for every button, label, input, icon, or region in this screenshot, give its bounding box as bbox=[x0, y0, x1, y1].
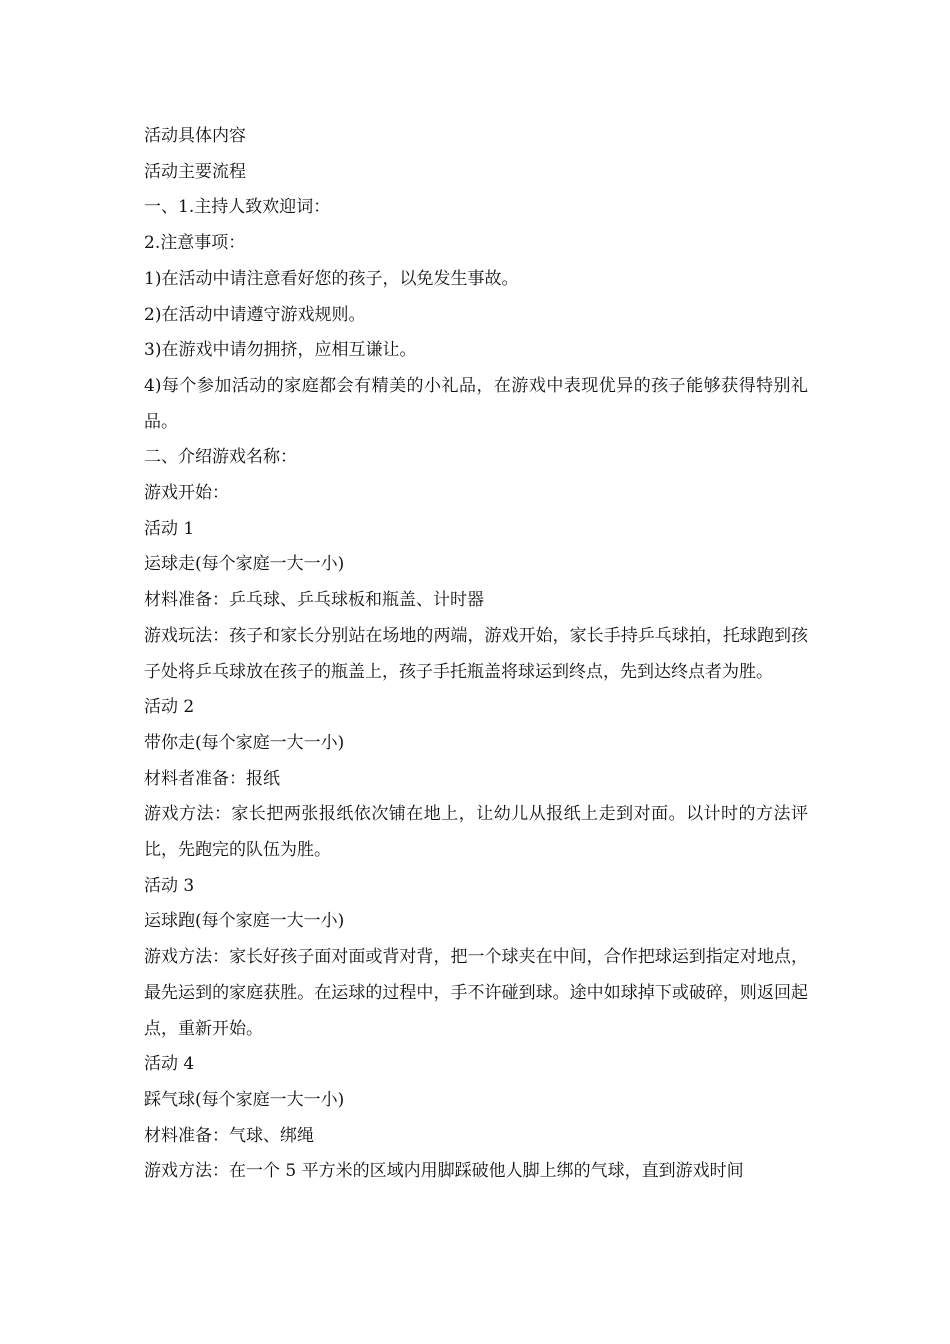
list-item: 4)每个参加活动的家庭都会有精美的小礼品，在游戏中表现优异的孩子能够获得特别礼品。 bbox=[144, 375, 808, 432]
activity-title: 活动 4 bbox=[144, 1054, 195, 1075]
activity-materials: 材料准备：气球、绑绳 bbox=[144, 1125, 314, 1146]
activity-title: 活动 3 bbox=[144, 875, 195, 896]
activity-title: 活动 2 bbox=[144, 697, 195, 718]
section-heading: 活动主要流程 bbox=[144, 161, 246, 182]
paragraph: 二、介绍游戏名称： bbox=[144, 447, 297, 468]
section-heading: 活动具体内容 bbox=[144, 126, 246, 146]
activity-materials: 材料准备：乒乓球、乒乓球板和瓶盖、计时器 bbox=[144, 590, 484, 611]
list-item: 2)在活动中请遵守游戏规则。 bbox=[144, 304, 366, 325]
activity-name: 运球跑(每个家庭一大一小) bbox=[144, 911, 345, 932]
activity-name: 踩气球(每个家庭一大一小) bbox=[144, 1089, 345, 1110]
paragraph: 一、1.主持人致欢迎词： bbox=[144, 197, 331, 218]
document-body bbox=[144, 119, 808, 1190]
activity-rules: 游戏方法：家长把两张报纸依次铺在地上，让幼儿从报纸上走到对面。以计时的方法评比，先跑完的队伍为胜。 bbox=[144, 804, 808, 861]
activity-rules: 游戏方法：家长好孩子面对面或背对背，把一个球夹在中间，合作把球运到指定对地点，最先运到的家庭获胜。在运球的过程中，手不许碰到球。途中如球掉下或破碎，则返回起点，重新开始。 bbox=[144, 947, 808, 1039]
activity-name: 运球走(每个家庭一大一小) bbox=[144, 554, 345, 575]
list-item: 3)在游戏中请勿拥挤，应相互谦让。 bbox=[144, 340, 417, 361]
activity-materials: 材料者准备：报纸 bbox=[144, 768, 280, 789]
list-item: 1)在活动中请注意看好您的孩子，以免发生事故。 bbox=[144, 268, 519, 289]
paragraph: 游戏开始： bbox=[144, 483, 229, 504]
paragraph: 2.注意事项： bbox=[144, 233, 246, 254]
activity-rules: 游戏玩法：孩子和家长分别站在场地的两端，游戏开始，家长手持乒乓球拍，托球跑到孩子处将乒乓球放在孩子的瓶盖上，孩子手托瓶盖将球运到终点，先到达终点者为胜。 bbox=[144, 625, 808, 682]
activity-rules: 游戏方法：在一个 5 平方米的区域内用脚踩破他人脚上绑的气球，直到游戏时间 bbox=[144, 1161, 744, 1182]
activity-name: 带你走(每个家庭一大一小) bbox=[144, 732, 345, 753]
activity-title: 活动 1 bbox=[144, 518, 195, 539]
